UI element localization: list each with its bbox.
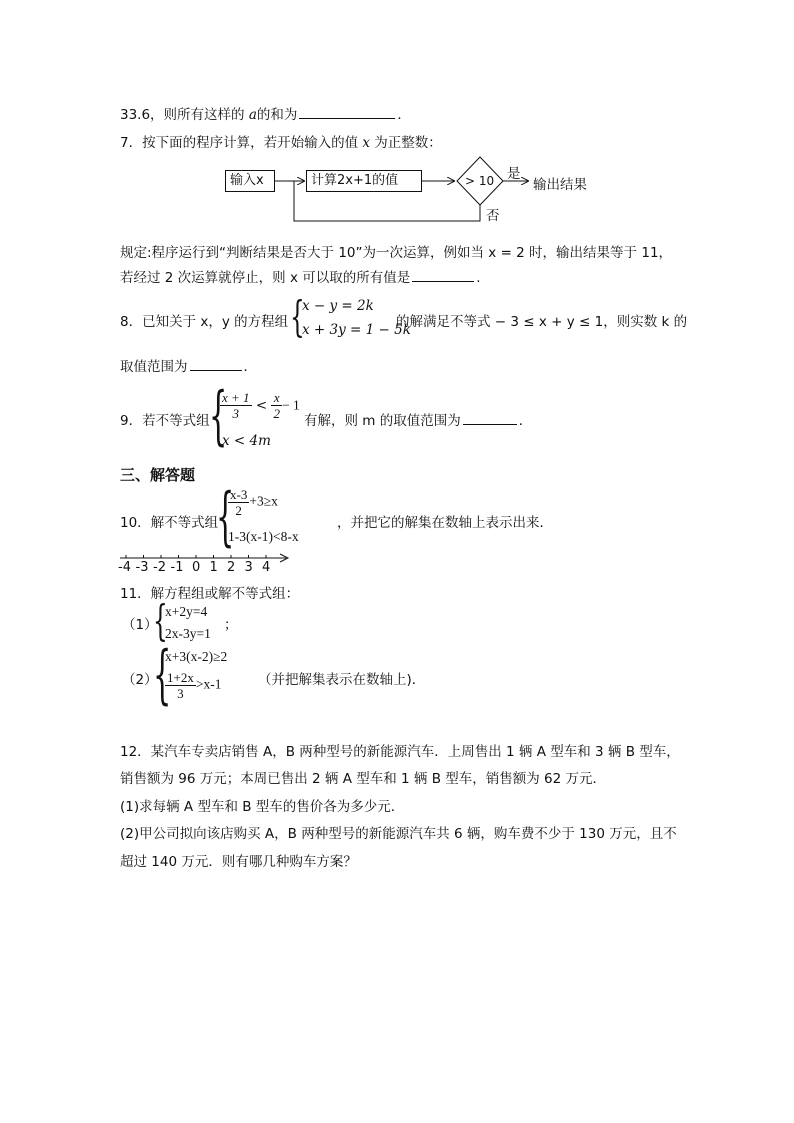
q10-label [120,511,218,531]
q10-ineq2: 1-3(x-1)<8-x [228,529,299,544]
q9-frac2 [271,390,282,421]
q11-p1-label: （1） [122,617,158,633]
q11-p2-ineq2 [165,670,221,701]
q7-number: 7． [120,135,143,151]
q10-brace: { [216,480,235,554]
number-line-label: -2 [153,560,166,575]
q11-p2-ineq1: x+3(x-2)≥2 [165,649,228,664]
q8-eq2: x + 3y = 1 − 5k [302,322,411,338]
flow-input-box: 输入x [225,170,275,192]
q10-ineq1 [228,487,278,518]
q10-frac-den: 2 [235,503,242,518]
q8-brace: { [290,292,305,341]
number-line-label: 2 [227,560,236,575]
q9-end: ． [518,413,533,429]
number-line-label: -3 [135,560,149,575]
q11-p2-label: （2） [122,672,158,688]
q10-ineq1-rest: +3≥x [249,493,278,509]
q9-frac2-den: 2 [273,406,280,421]
q7-rule-line2 [120,266,481,286]
section-heading: 三、解答题 [120,466,196,484]
number-line-label: -1 [170,560,184,575]
q12-line1: 12．某汽车专卖店销售 A，B 两种型号的新能源汽车．上周售出 1 辆 A 型车和 3 辆 B 型车， [120,744,680,760]
q8-line1 [120,310,288,330]
q11-p1-eq1: x+2y=4 [165,604,208,619]
q11-p2-frac [165,670,196,701]
q9-frac1 [220,390,252,421]
q7-text-b: 为正整数： [370,135,442,151]
q9-label [120,409,210,429]
q11-p2-frac-num: 1+2x [167,670,194,685]
flow-yes-label: 是 [507,166,521,182]
q6-text-b: 的和为 [256,107,298,123]
flow-output-label: 输出结果 [533,177,587,193]
q8-line2 [120,355,257,375]
q9-text-a: 若不等式组 [142,413,210,429]
q9-answer-blank[interactable] [463,412,517,425]
q9-text-b: 有解，则 m 的取值范围为 [304,413,461,429]
number-line-label: -4 [118,560,131,575]
q11-p1-eq2: 2x-3y=1 [165,626,211,641]
q9-minus1: − 1 [281,397,300,413]
q9-brace: { [209,379,228,453]
q11-p1-end: ； [224,617,238,633]
q11-title: 11．解方程组或解不等式组： [120,586,300,602]
q10-number: 10． [120,515,151,531]
q9-number: 9． [120,413,143,429]
q11-p1-brace: { [153,596,168,645]
q9-frac1-den: 3 [232,406,240,421]
q7-var: x [362,135,371,151]
q8-text-a: 已知关于 x，y 的方程组 [142,314,289,330]
q11-p2-note: （并把解集表示在数轴上)． [258,672,426,688]
q9-ineq1 [220,390,300,421]
q12-line5: 超过 140 万元．则有哪几种购车方案？ [120,854,357,870]
q8-answer-blank[interactable] [190,358,242,371]
q8-number: 8． [120,314,143,330]
q10-frac [228,487,249,518]
flow-diagram-lines [0,0,794,260]
q7-text-a: 按下面的程序计算，若开始输入的值 [142,135,363,151]
q7-answer-blank[interactable] [412,269,474,282]
number-line-label: 4 [262,560,271,575]
q12-line3: (1)求每辆 A 型车和 B 型车的售价各为多少元． [120,799,405,815]
q6-end: ． [397,107,411,123]
flow-no-label: 否 [486,208,500,224]
number-line-label: 3 [244,560,253,575]
q10-text-a: 解不等式组 [150,515,219,531]
q9-frac2-num: x [271,390,282,406]
q9-ineq2: x < 4m [222,433,271,449]
number-line-label: 0 [192,560,201,575]
q6-text-a: 33.6，则所有这样的 [120,107,249,123]
q8-line2-text: 取值范围为 [120,359,188,375]
q11-p2-brace: { [153,638,172,712]
flow-condition-label: > 10 [465,174,495,188]
q9-lt: < [255,397,268,414]
q10-frac-num: x-3 [230,487,248,502]
q7-rule-end: . [476,270,481,286]
q8-text-b: 的解满足不等式 − 3 ≤ x + y ≤ 1，则实数 k 的 [396,314,688,330]
q8-end: ． [243,359,257,375]
number-line-label: 1 [209,560,218,575]
q9-text-b-line [304,409,532,429]
q12-line2: 销售额为 96 万元；本周已售出 2 辆 A 型车和 1 辆 B 型车，销售额为 62 万元． [120,771,607,787]
q6-var: a [248,107,257,123]
flow-calc-box: 计算2x+1的值 [306,170,422,192]
q7-rule-line2-text: 若经过 2 次运算就停止，则 x 可以取的所有值是 [120,270,411,286]
q7-rule-line1: 规定:程序运行到“判断结果是否大于 10”为一次运算，例如当 x = 2 时，输出结果等于 11， [120,245,673,261]
q11-p2-frac-den: 3 [177,686,184,701]
q8-eq1: x − y = 2k [302,298,374,314]
q12-line4: (2)甲公司拟向该店购买 A，B 两种型号的新能源汽车共 6 辆，购车费不少于 130 万元，且不 [120,826,677,842]
q11-p2-ineq2-rest: >x-1 [195,676,222,692]
q9-frac1-num: x + 1 [222,390,250,405]
q10-text-b: ，并把它的解集在数轴上表示出来． [337,515,553,531]
